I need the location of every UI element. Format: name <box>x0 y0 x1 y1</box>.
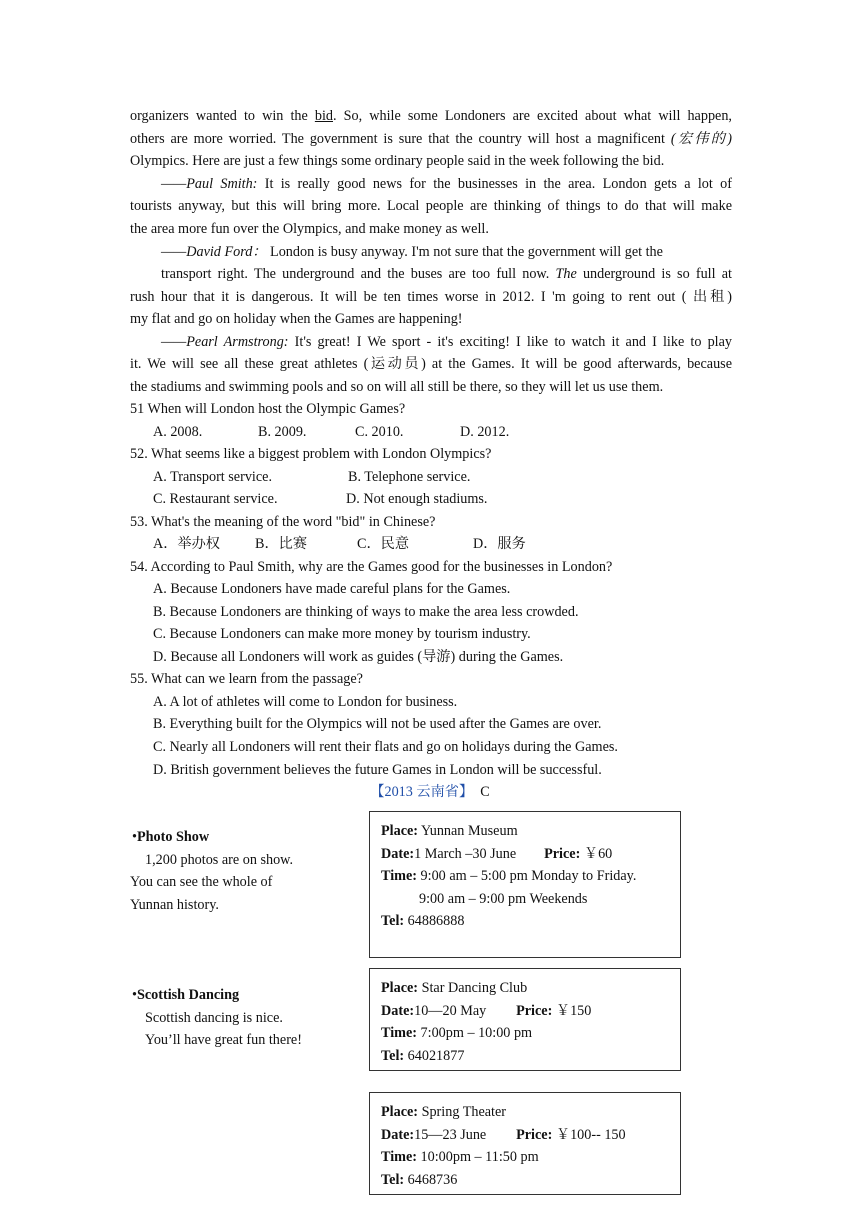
options-52 <box>153 467 470 487</box>
question-51: 51 When will London host the Olympic Games? <box>130 401 406 417</box>
ad-text: You can see the whole of <box>130 874 273 890</box>
place-row: Place: Star Dancing Club <box>381 980 528 996</box>
option[interactable]: A．举办权 <box>153 536 220 552</box>
option[interactable]: C. Restaurant service. <box>153 491 278 507</box>
tel-row: Tel: 64886888 <box>381 913 465 929</box>
photo-show-ad <box>130 826 293 916</box>
info-box-museum <box>369 811 681 958</box>
passage-line: rush hour that it is dangerous. It will be ten times worse in 2012. I 'm going to rent out ( 出租) <box>130 289 732 305</box>
quote-pearl: ——Pearl Armstrong: It's great! I We sport - it's exciting! I like to watch it and I like to play <box>161 334 732 350</box>
time-row: Time: 7:00pm – 10:00 pm <box>381 1025 533 1041</box>
date-row: Date:15—23 June Price: ￥100-- 150 <box>381 1126 626 1143</box>
bullet-icon: • <box>132 829 137 845</box>
question-53: 53. What's the meaning of the word "bid" in Chinese? <box>130 514 436 530</box>
ad-text: 1,200 photos are on show. <box>145 851 294 868</box>
option[interactable]: B. 2009. <box>258 424 307 440</box>
ad-title: Photo Show <box>136 829 210 845</box>
place-row: Place: Yunnan Museum <box>381 823 518 839</box>
passage-line: organizers wanted to win the bid. So, while some Londoners are excited about what will happen, <box>130 108 732 124</box>
section-heading <box>0 782 860 802</box>
info-box-dancing-club <box>369 968 681 1071</box>
options-51 <box>153 422 509 442</box>
passage-line: the area more fun over the Olympics, and make money as well. <box>130 221 489 237</box>
scottish-dancing-ad <box>130 984 302 1052</box>
options-53 <box>153 534 526 554</box>
date-row: Date:1 March –30 June Price: ￥60 <box>381 845 613 862</box>
time-row: Time: 9:00 am – 5:00 pm Monday to Friday. <box>381 868 637 884</box>
option[interactable]: B．比赛 <box>255 536 308 552</box>
question-54: 54. According to Paul Smith, why are the Games good for the businesses in London? <box>130 559 613 575</box>
ad-title: Scottish Dancing <box>136 987 240 1003</box>
section-label: C <box>480 784 490 800</box>
option[interactable]: C. Because Londoners can make more money by tourism industry. <box>153 626 531 642</box>
bullet-icon: • <box>132 987 137 1003</box>
options-52 <box>153 489 487 509</box>
option[interactable]: A. 2008. <box>153 424 203 440</box>
option[interactable]: B. Telephone service. <box>348 469 471 485</box>
option[interactable]: C．民意 <box>357 536 410 552</box>
passage-line: others are more worried. The government is sure that the country will host a magnificent (宏伟的) <box>130 131 732 147</box>
option[interactable]: C. Nearly all Londoners will rent their flats and go on holidays during the Games. <box>153 739 618 755</box>
option[interactable]: D. British government believes the future Games in London will be successful. <box>153 762 602 778</box>
question-55: 55. What can we learn from the passage? <box>130 671 363 687</box>
ad-text: You’ll have great fun there! <box>145 1032 302 1048</box>
passage-line: transport right. The underground and the buses are too full now. The underground is so full at <box>161 266 732 282</box>
ad-text: Yunnan history. <box>130 896 219 913</box>
passage-line: Olympics. Here are just a few things some ordinary people said in the week following the bid. <box>130 153 665 169</box>
time-row: 9:00 am – 9:00 pm Weekends <box>419 890 588 907</box>
date-row: Date:10—20 May Price: ￥150 <box>381 1002 592 1019</box>
info-box-theater <box>369 1092 681 1195</box>
quote-paul: ——Paul Smith: It is really good news for the businesses in the area. London gets a lot of <box>161 176 732 192</box>
option[interactable]: D. 2012. <box>460 424 510 440</box>
option[interactable]: A. Because Londoners have made careful plans for the Games. <box>153 581 511 597</box>
question-52: 52. What seems like a biggest problem with London Olympics? <box>130 446 492 462</box>
quote-david: ——David Ford： London is busy anyway. I'm not sure that the government will get the <box>161 244 663 260</box>
option[interactable]: B. Because Londoners are thinking of ways to make the area less crowded. <box>153 604 579 620</box>
passage-line: the stadiums and swimming pools and so on will all still be there, so they will let us use them. <box>130 379 664 395</box>
option[interactable]: C. 2010. <box>355 424 404 440</box>
option[interactable]: B. Everything built for the Olympics will not be used after the Games are over. <box>153 716 602 732</box>
passage-line: it. We will see all these great athletes (运动员) at the Games. It will be good afterwards, because <box>130 356 732 372</box>
option[interactable]: D．服务 <box>473 536 526 552</box>
bid-word: bid <box>314 108 333 124</box>
tel-row: Tel: 6468736 <box>381 1171 458 1188</box>
option[interactable]: D. Not enough stadiums. <box>346 491 488 507</box>
tel-row: Tel: 64021877 <box>381 1047 465 1064</box>
section-source: 【2013 云南省】 <box>370 784 474 800</box>
time-row: Time: 10:00pm – 11:50 pm <box>381 1149 539 1165</box>
option[interactable]: D. Because all Londoners will work as guides (导游) during the Games. <box>153 649 564 665</box>
place-row: Place: Spring Theater <box>381 1104 507 1120</box>
passage-line: tourists anyway, but this will bring more. Local people are thinking of things to do that will make <box>130 198 732 214</box>
option[interactable]: A. A lot of athletes will come to London for business. <box>153 694 458 710</box>
passage-line: my flat and go on holiday when the Games are happening! <box>130 311 463 327</box>
ad-text: Scottish dancing is nice. <box>145 1009 283 1026</box>
option[interactable]: A. Transport service. <box>153 469 273 485</box>
